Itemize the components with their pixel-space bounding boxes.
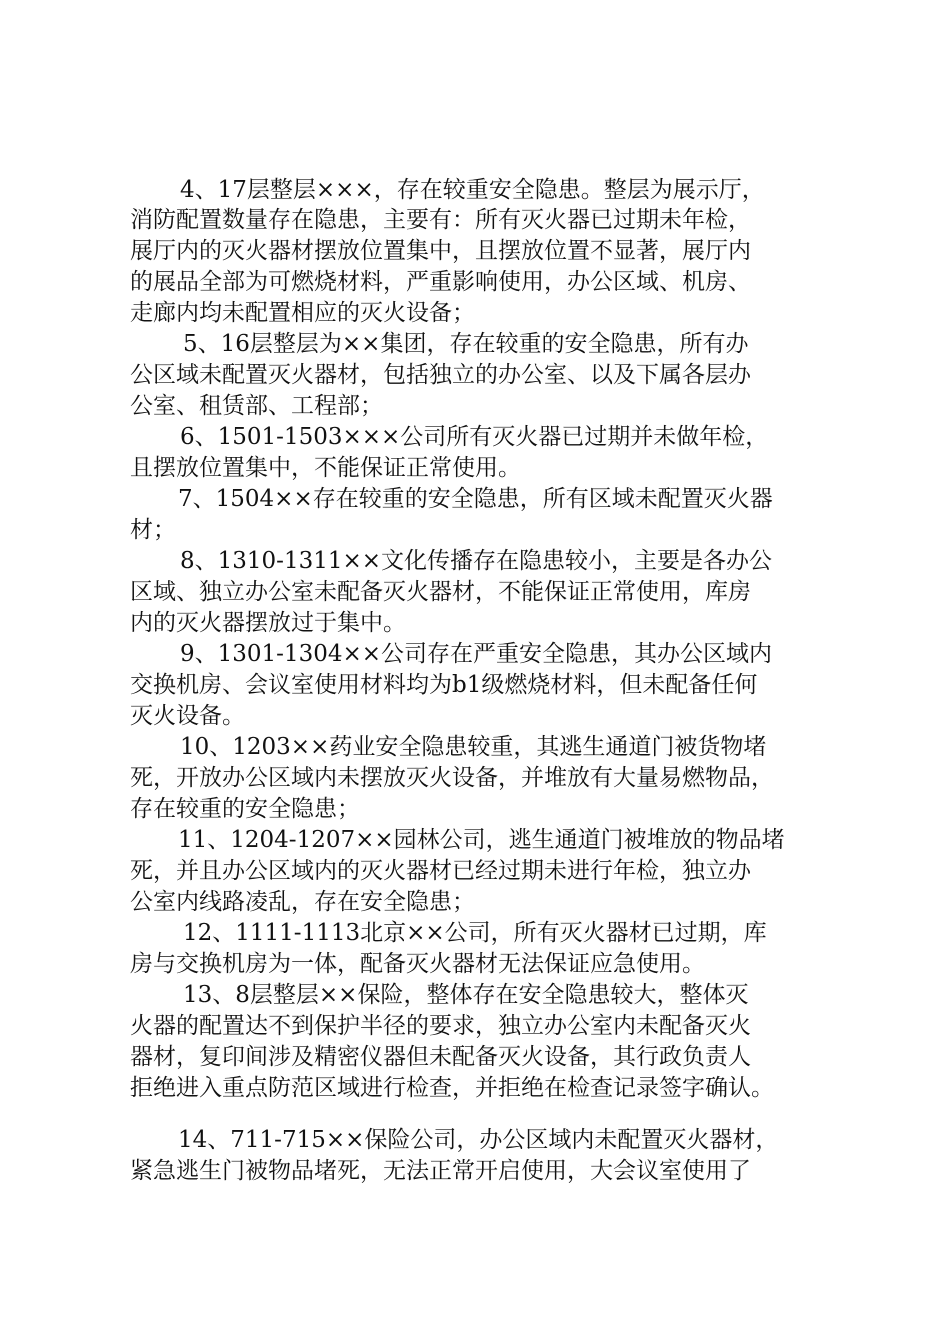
paragraph-line: 死，开放办公区域内未摆放灭火设备，并堆放有大量易燃物品，	[130, 765, 774, 791]
paragraph-line: 交换机房、会议室使用材料均为b1级燃烧材料，但未配备任何	[130, 672, 758, 698]
paragraph-line: 且摆放位置集中，不能保证正常使用。	[130, 455, 521, 481]
paragraph-line: 公区域未配置灭火器材，包括独立的办公室、以及下属各层办	[130, 362, 751, 388]
paragraph-line: 区域、独立办公室未配备灭火器材，不能保证正常使用，库房	[130, 579, 751, 605]
paragraph-line: 14、711-715××保险公司，办公区域内未配置灭火器材，	[178, 1127, 779, 1153]
paragraph-line: 10、1203××药业安全隐患较重，其逃生通道门被货物堵	[180, 734, 767, 760]
paragraph-line: 12、1111-1113北京××公司，所有灭火器材已过期，库	[183, 920, 767, 946]
paragraph-line: 存在较重的安全隐患；	[130, 796, 360, 822]
paragraph-line: 房与交换机房为一体，配备灭火器材无法保证应急使用。	[130, 951, 705, 977]
paragraph-line: 灭火设备。	[130, 703, 245, 729]
paragraph-line: 公室内线路凌乱，存在安全隐患；	[130, 889, 475, 915]
paragraph-line: 拒绝进入重点防范区域进行检查，并拒绝在检查记录签字确认。	[130, 1075, 774, 1101]
paragraph-line: 8、1310-1311××文化传播存在隐患较小，主要是各办公	[180, 548, 773, 574]
paragraph-line: 13、8层整层××保险，整体存在安全隐患较大，整体灭	[183, 982, 749, 1008]
paragraph-line: 9、1301-1304××公司存在严重安全隐患，其办公区域内	[180, 641, 773, 667]
paragraph-line: 展厅内的灭火器材摆放位置集中，且摆放位置不显著，展厅内	[130, 238, 751, 264]
paragraph-line: 7、1504××存在较重的安全隐患，所有区域未配置灭火器	[178, 486, 773, 512]
paragraph-line: 11、1204-1207××园林公司，逃生通道门被堆放的物品堵	[178, 827, 785, 853]
paragraph-line: 内的灭火器摆放过于集中。	[130, 610, 406, 636]
paragraph-line: 的展品全部为可燃烧材料，严重影响使用，办公区域、机房、	[130, 269, 751, 295]
paragraph-line: 紧急逃生门被物品堵死，无法正常开启使用，大会议室使用了	[130, 1158, 751, 1184]
paragraph-line: 火器的配置达不到保护半径的要求，独立办公室内未配备灭火	[130, 1013, 751, 1039]
paragraph-line: 器材，复印间涉及精密仪器但未配备灭火设备，其行政负责人	[130, 1044, 751, 1070]
paragraph-line: 6、1501-1503×××公司所有灭火器已过期并未做年检，	[180, 424, 769, 450]
paragraph-line: 5、16层整层为××集团，存在较重的安全隐患，所有办	[183, 331, 749, 357]
paragraph-line: 4、17层整层×××，存在较重安全隐患。整层为展示厅，	[180, 177, 765, 203]
paragraph-line: 材；	[130, 517, 176, 543]
paragraph-line: 消防配置数量存在隐患，主要有：所有灭火器已过期未年检，	[130, 207, 751, 233]
paragraph-line: 走廊内均未配置相应的灭火设备；	[130, 300, 475, 326]
paragraph-line: 公室、租赁部、工程部；	[130, 393, 383, 419]
paragraph-line: 死，并且办公区域内的灭火器材已经过期未进行年检，独立办	[130, 858, 751, 884]
